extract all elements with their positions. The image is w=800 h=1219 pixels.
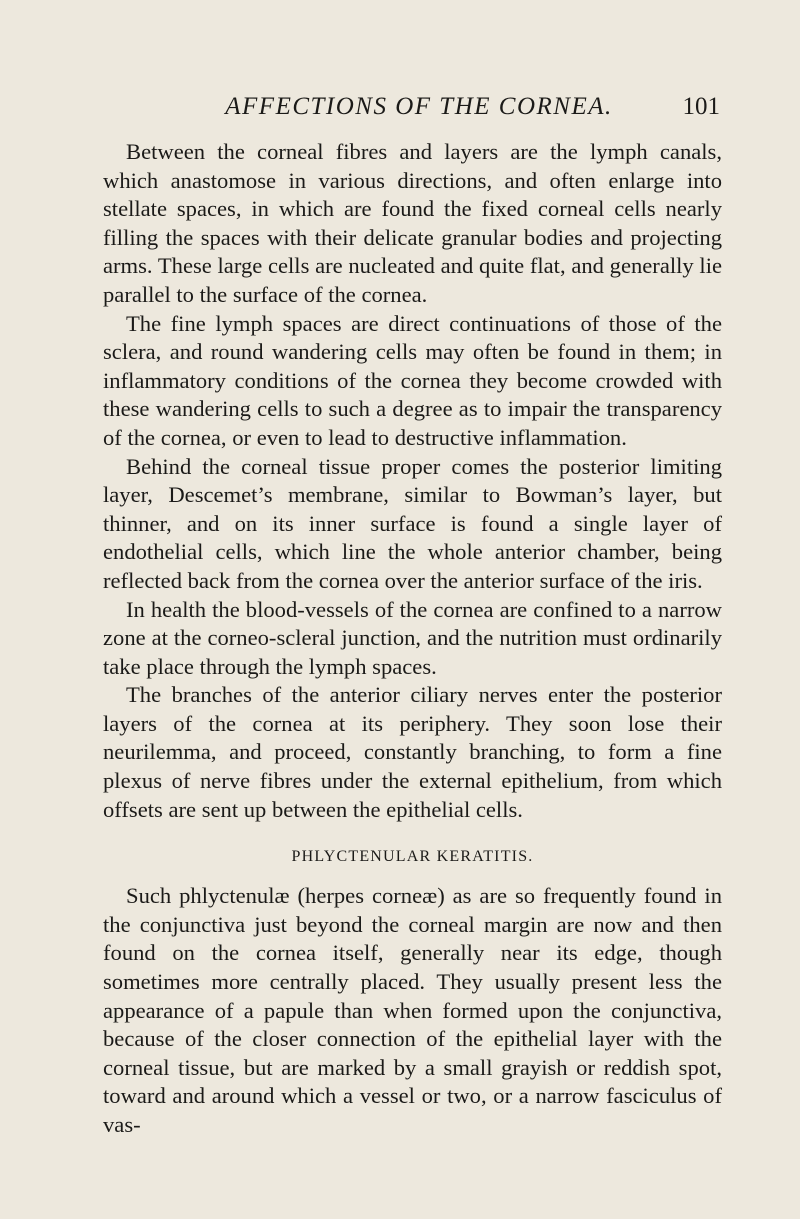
paragraph-lymph-spaces: The fine lymph spaces are direct continuations of those of the sclera, and round wandering cells may often be found in them; in inflammatory conditions of the cornea they become crowded with these wandering cells to such a degree as to impair the transparency of the cornea, or even to lead to destructive inflammation.: [103, 310, 722, 450]
page-number: 101: [682, 93, 720, 120]
paragraph-blood-vessels: In health the blood-vessels of the cornea are confined to a narrow zone at the corneo-scleral junction, and the nutrition must ordinarily take place through the lymph spaces.: [103, 596, 722, 679]
running-title: AFFECTIONS OF THE CORNEA.: [225, 93, 613, 120]
body-text: [103, 138, 722, 1140]
section-heading: PHLYCTENULAR KERATITIS.: [291, 848, 534, 866]
paragraph-lymph-canals: Between the corneal fibres and layers are the lymph canals, which anastomose in various directions, and often enlarge into stellate spaces, in which are found the fixed corneal cells nearly filling the spaces with their delicate granular bodies and projecting arms. These large cells are nucleated and quite flat, and generally lie parallel to the surface of the cornea.: [103, 139, 722, 307]
paragraph-descemet-membrane: Behind the corneal tissue proper comes the posterior limiting layer, Descemet’s membrane, similar to Bowman’s layer, but thinner, and on its inner surface is found a single layer of endothelial cells, which line the whole anterior chamber, being reflected back from the cornea over the anterior surface of the iris.: [103, 453, 722, 593]
paragraph-phlyctenulae: Such phlyctenulæ (herpes corneæ) as are so frequently found in the conjunctiva just beyond the corneal margin are now and then found on the cornea itself, generally near its edge, though sometimes more centrally placed. They usually present less the appearance of a papule than when formed upon the conjunctiva, because of the closer connection of the epithelial layer with the corneal tissue, but are marked by a small grayish or reddish spot, toward and around which a vessel or two, or a narrow fasciculus of vas-: [103, 883, 722, 1137]
paragraph-ciliary-nerves: The branches of the anterior ciliary nerves enter the posterior layers of the cornea at its periphery. They soon lose their neurilemma, and proceed, constantly branching, to form a fine plexus of nerve fibres under the external epithelium, from which offsets are sent up between the epithelial cells.: [103, 682, 722, 822]
running-header: [118, 90, 720, 124]
